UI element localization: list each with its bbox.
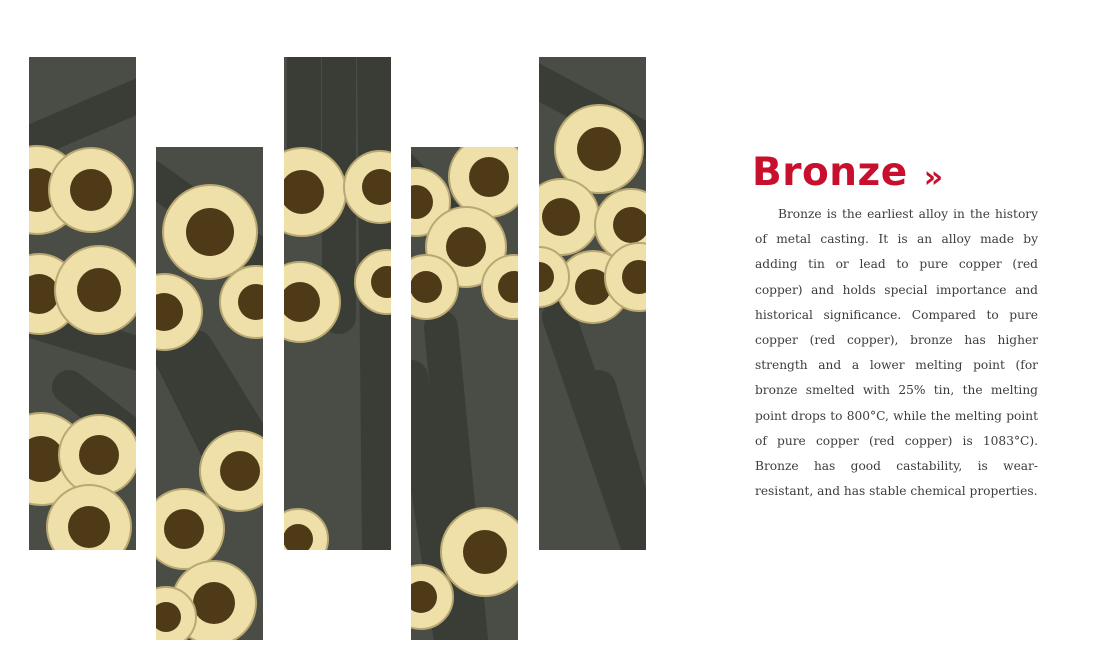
tubes-illustration bbox=[29, 57, 136, 550]
bronze-tubes-photo-strip-3 bbox=[284, 57, 391, 550]
description-paragraph: Bronze is the earliest alloy in the history of metal casting. It is an alloy made by adding tin or lead to pure copper (red copper) and holds special importance and historical significance. Compared to pure copper (red copper), bronze has higher strength and a lower melting point (for bronze smelted with 25% tin, the melting point drops to 800°C, while the melting point of pure copper (red copper) is 1083°C). Bronze has good castability, is wear-resistant, and has stable chemical properties. bbox=[755, 207, 1038, 499]
tube-bore bbox=[193, 582, 235, 624]
tube-bore bbox=[79, 435, 119, 475]
bronze-tubes-photo-strip-2 bbox=[156, 147, 263, 640]
tube-bore bbox=[68, 506, 110, 548]
heading-title: Bronze bbox=[752, 150, 908, 195]
tube-bore bbox=[220, 451, 260, 491]
tube-bore bbox=[77, 268, 121, 312]
tube-bore bbox=[463, 530, 507, 574]
tube-bore bbox=[469, 157, 509, 197]
tube-bore bbox=[70, 169, 112, 211]
tube-bore bbox=[542, 198, 580, 236]
tube-bore bbox=[577, 127, 621, 171]
section-heading bbox=[752, 150, 944, 201]
tubes-illustration bbox=[411, 147, 518, 640]
tube-bore bbox=[446, 227, 486, 267]
tube-bore bbox=[411, 271, 442, 303]
bronze-tubes-photo-strip-5 bbox=[539, 57, 646, 550]
tube-bore bbox=[164, 509, 204, 549]
bronze-tubes-photo-strip-1 bbox=[29, 57, 136, 550]
tube-bore bbox=[186, 208, 234, 256]
tubes-illustration bbox=[156, 147, 263, 640]
tubes-illustration bbox=[284, 57, 391, 550]
tubes-illustration bbox=[539, 57, 646, 550]
double-chevron-icon: » bbox=[923, 160, 944, 195]
bronze-tubes-photo-strip-4 bbox=[411, 147, 518, 640]
